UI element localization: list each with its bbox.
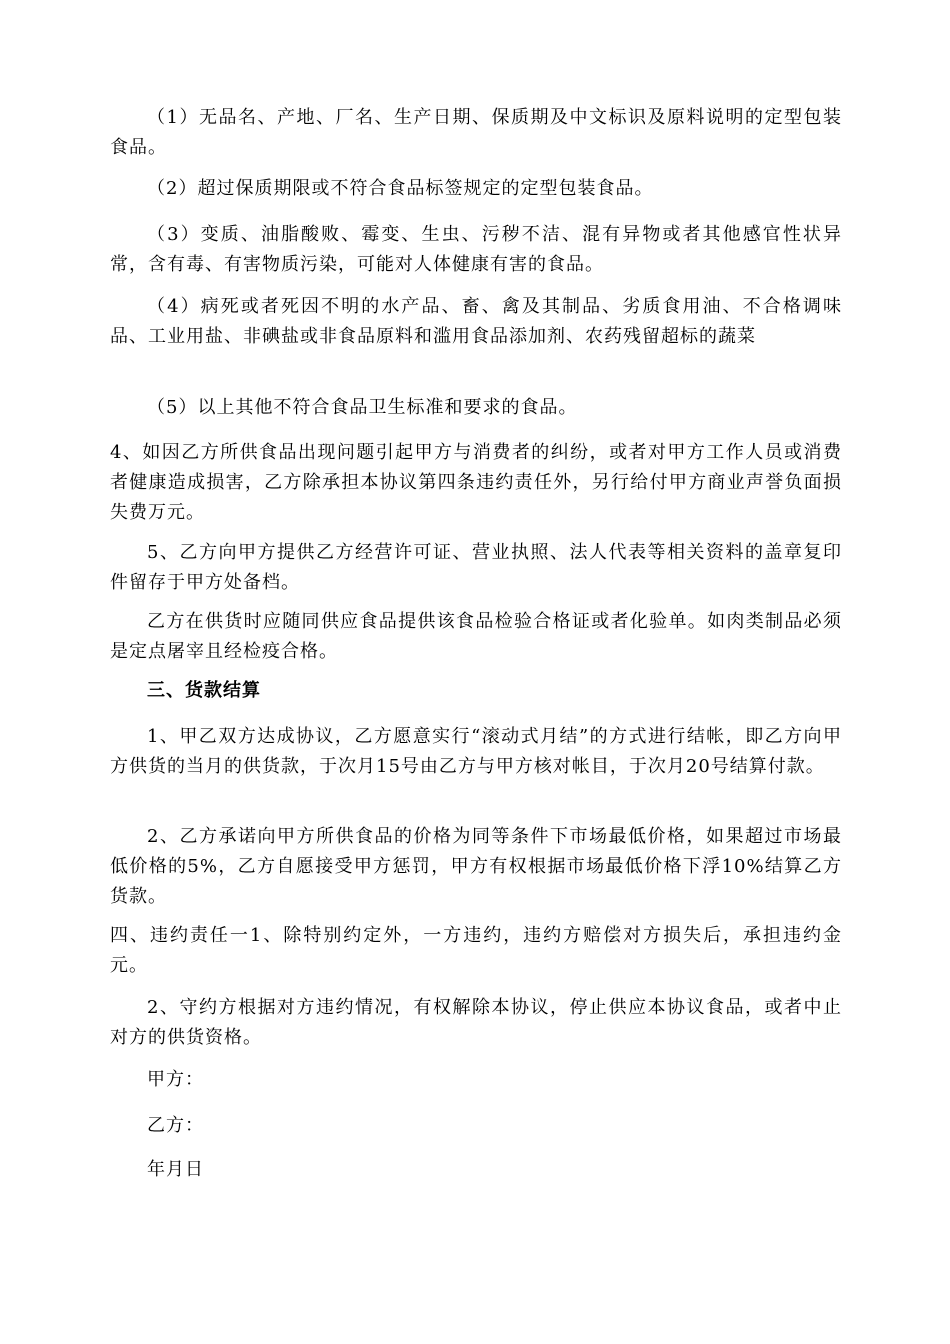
inspection-paragraph: 乙方在供货时应随同供应食品提供该食品检验合格证或者化验单。如肉类制品必须是定点屠宰且经检疫合格。 bbox=[110, 611, 842, 662]
signature-party-b: 乙方： bbox=[147, 1115, 204, 1136]
section-heading-payment: 三、货款结算 bbox=[147, 680, 261, 701]
payment-clause-2: 2、乙方承诺向甲方所供食品的价格为同等条件下市场最低价格，如果超过市场最低价格的5%，乙方自愿接受甲方惩罚，甲方有权根据市场最低价格下浮10%结算乙方货款。 bbox=[110, 826, 842, 907]
clause-item-1: （1）无品名、产地、厂名、生产日期、保质期及中文标识及原料说明的定型包装食品。 bbox=[110, 107, 842, 158]
signature-party-a: 甲方： bbox=[147, 1069, 204, 1090]
payment-clause-1: 1、甲乙双方达成协议，乙方愿意实行“滚动式月结”的方式进行结帐，即乙方向甲方供货的当月的供货款，于次月15号由乙方与甲方核对帐目，于次月20号结算付款。 bbox=[110, 726, 842, 777]
clause-item-4: （4）病死或者死因不明的水产品、畜、禽及其制品、劣质食用油、不合格调味品、工业用盐、非碘盐或非食品原料和滥用食品添加剂、农药残留超标的蔬菜 bbox=[110, 296, 842, 347]
clause-5-paragraph: 5、乙方向甲方提供乙方经营许可证、营业执照、法人代表等相关资料的盖章复印件留存于甲方处备档。 bbox=[110, 542, 842, 593]
clause-item-5: （5）以上其他不符合食品卫生标准和要求的食品。 bbox=[147, 397, 578, 418]
breach-clause-2: 2、守约方根据对方违约情况，有权解除本协议，停止供应本协议食品，或者中止对方的供货资格。 bbox=[110, 997, 842, 1048]
clause-item-2: （2）超过保质期限或不符合食品标签规定的定型包装食品。 bbox=[147, 178, 654, 199]
clause-item-3: （3）变质、油脂酸败、霉变、生虫、污秽不洁、混有异物或者其他感官性状异常，含有毒、有害物质污染，可能对人体健康有害的食品。 bbox=[110, 224, 842, 275]
clause-4-paragraph: 4、如因乙方所供食品出现问题引起甲方与消费者的纠纷，或者对甲方工作人员或消费者健康造成损害，乙方除承担本协议第四条违约责任外，另行给付甲方商业声誉负面损失费万元。 bbox=[110, 442, 842, 523]
signature-date: 年月日 bbox=[147, 1159, 204, 1180]
breach-clause-1: 四、违约责任一1、除特别约定外，一方违约，违约方赔偿对方损失后，承担违约金元。 bbox=[110, 925, 842, 976]
